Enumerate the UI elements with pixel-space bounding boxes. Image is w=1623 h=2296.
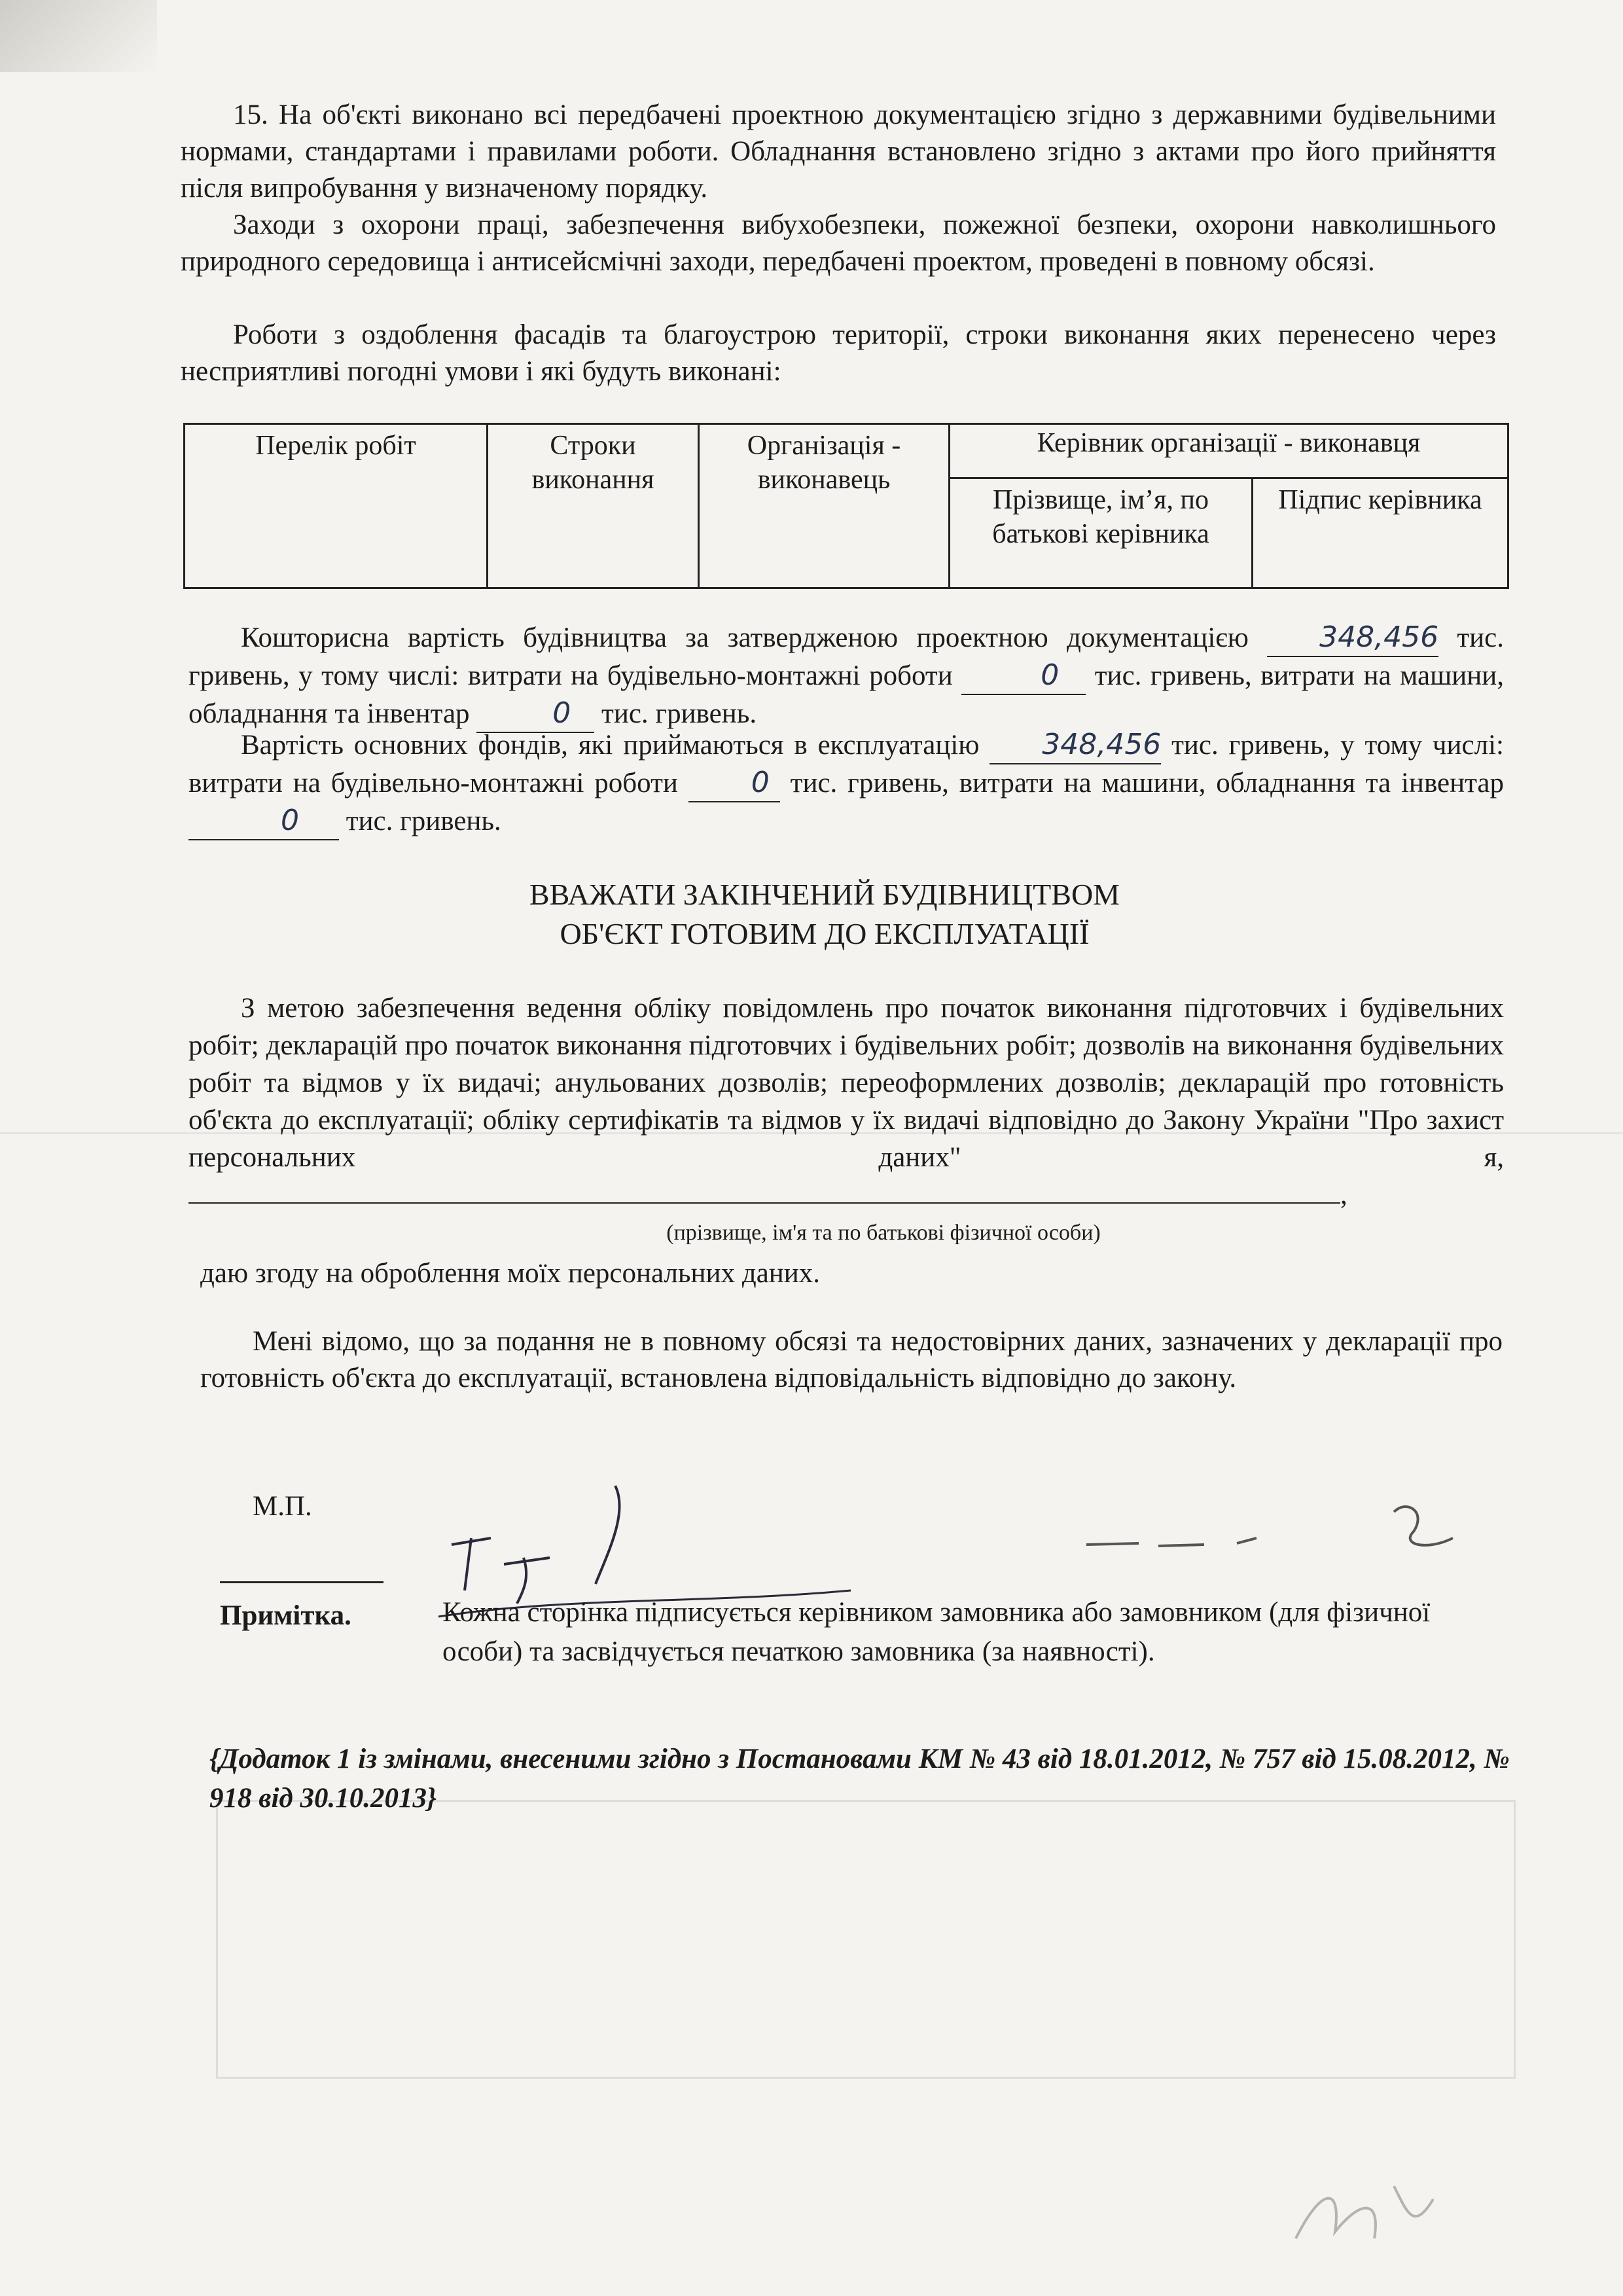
paragraph-15: 15. На об'єкті виконано всі передбачені проектною документацією згідно з державними будівельними нормами, стандартами і правилами роботи. Обладнання встановлено згідно з актами про його прийняття після випробування у визначеному порядку. — [181, 99, 1496, 204]
paragraph-consent — [188, 990, 1504, 1213]
applicant-name-blank — [188, 1176, 1340, 1204]
paragraph-assets — [188, 726, 1504, 840]
paragraph-responsibility: Мені відомо, що за подання не в повному обсязі та недостовірних даних, зазначених у декларації про готовність об'єкта до експлуатації, встановлена відповідальність відповідно до закону. — [200, 1326, 1503, 1393]
corner-fold — [0, 0, 157, 72]
col-works-header: Перелік робіт — [185, 424, 488, 588]
paragraph-safety: Заходи з охорони праці, забезпечення вибухобезпеки, пожежної безпеки, охорони навколишнього природного середовища і антисейсмічні заходи, передбачені проектом, проведені в повному обсязі. — [181, 209, 1496, 277]
cost-text-2: тис. гривень, у тому числі: витрати на будівельно-монтажні роботи — [188, 622, 1505, 691]
assets-construction-value: 0 — [688, 764, 780, 802]
amendment-footer: {Додаток 1 із змінами, внесеними згідно з Постановами КМ № 43 від 18.01.2012, № 757 від 15.08.2012, № 918 від 30.10.2013} — [209, 1744, 1510, 1814]
col-terms-header: Строки виконання — [488, 424, 699, 588]
heading-line-2: ОБ'ЄКТ ГОТОВИМ ДО ЕКСПЛУАТАЦІЇ — [560, 917, 1090, 950]
assets-total-value: 348,456 — [990, 726, 1161, 764]
col-org-header: Організація - виконавець — [699, 424, 950, 588]
col-name-header: Прізвище, ім’я, по батькові керівника — [950, 478, 1253, 588]
paragraph-cost — [188, 619, 1504, 733]
col-sign-header: Підпис керівника — [1253, 478, 1508, 588]
postponed-works-table — [183, 423, 1509, 589]
assets-text-4: тис. гривень. — [346, 806, 501, 836]
consent-agree: даю згоду на оброблення моїх персональних даних. — [200, 1258, 821, 1289]
cost-text-4: витрати на машини, обладнання та інвентар — [188, 660, 1505, 729]
cost-total-value: 348,456 — [1267, 619, 1438, 657]
corner-initials — [1283, 2160, 1453, 2265]
cost-equipment-value: 0 — [476, 695, 594, 733]
name-caption: (прізвище, ім'я та по батькові фізичної особи) — [666, 1221, 1101, 1245]
cost-text-3: тис. гривень, — [1094, 660, 1252, 691]
paragraph-postponed: Роботи з оздоблення фасадів та благоустрою території, строки виконання яких перенесено через несприятливі погодні умови і які будуть виконані: — [181, 319, 1496, 387]
cost-text-5: тис. гривень. — [601, 698, 757, 729]
cost-text-1: Кошторисна вартість будівництва за затвердженою проектною документацією — [241, 622, 1249, 653]
note-rule — [220, 1581, 383, 1583]
consent-comma: , — [1340, 1179, 1347, 1210]
note-text: Кожна сторінка підписується керівником замовника або замовником (для фізичної особи) та засвідчується печаткою замовника (за наявності). — [442, 1597, 1431, 1667]
cost-construction-value: 0 — [961, 657, 1086, 695]
assets-text-1: Вартість основних фондів, які приймаються в експлуатацію — [241, 730, 980, 761]
col-head-header: Керівник організації - виконавця — [950, 424, 1508, 478]
assets-text-2: тис. гривень, у тому числі: витрати на будівельно-монтажні роботи — [188, 730, 1504, 798]
consent-text: З метою забезпечення ведення обліку повідомлень про початок виконання підготовчих і будівельних робіт; декларацій про початок виконання підготовчих і будівельних робіт; дозволів на виконання будівельних робіт та відмов у їх видачі; анульованих дозволів; переоформлених дозволів; декларацій про готовність об'єкта до експлуатації; обліку сертифікатів та відмов у їх видачі відповідно до Закону України "Про захист персональних даних" я, — [188, 993, 1504, 1173]
note-label: Примітка. — [220, 1600, 351, 1631]
assets-equipment-value: 0 — [188, 802, 339, 840]
heading-line-1: ВВАЖАТИ ЗАКІНЧЕНИЙ БУДІВНИЦТВОМ — [529, 878, 1120, 911]
bleed-through-table — [216, 1800, 1516, 2079]
stamp-place: М.П. — [253, 1491, 312, 1522]
assets-text-3: тис. гривень, витрати на машини, обладнання та інвентар — [790, 768, 1504, 798]
